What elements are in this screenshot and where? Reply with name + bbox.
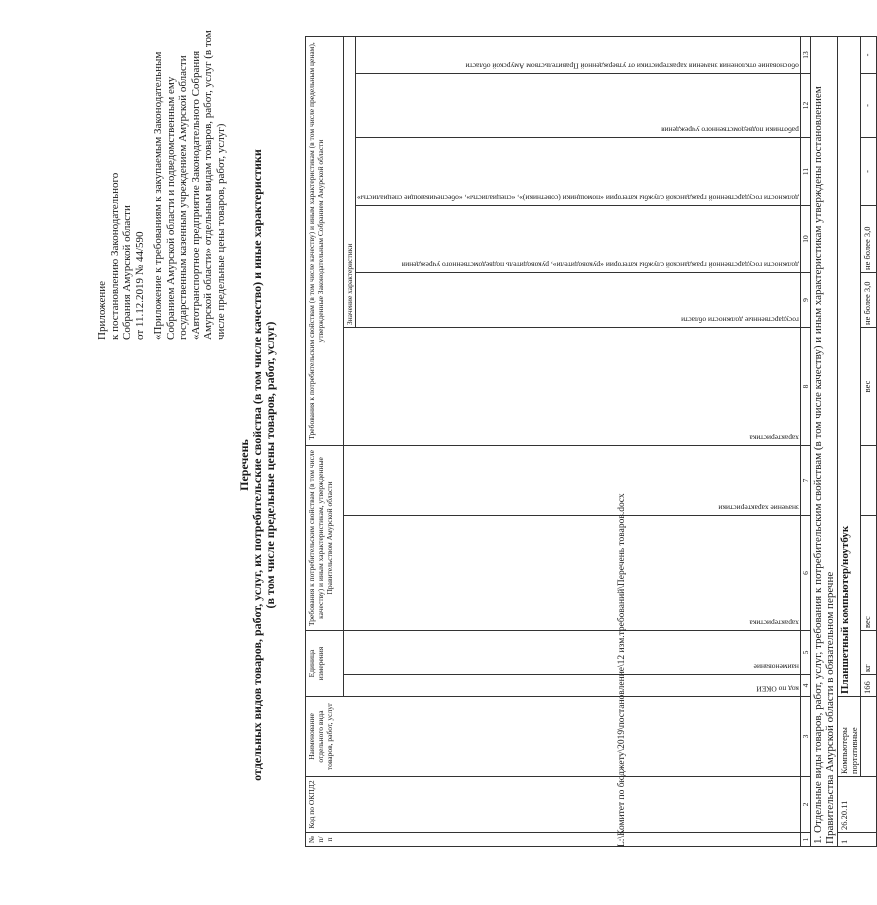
- header-okpd: Код по ОКПД2: [306, 777, 801, 833]
- col-number: 3: [800, 697, 810, 777]
- col-number: 2: [800, 777, 810, 833]
- col-number: 8: [800, 327, 810, 445]
- row-characteristic: вес: [860, 515, 876, 630]
- table-row: [837, 36, 860, 846]
- row-okpd: 26.20.11: [837, 777, 876, 833]
- row-name: Компьютеры портативные: [837, 697, 860, 777]
- row-col11: -: [860, 137, 876, 205]
- row-num: 1: [837, 833, 876, 847]
- section-row: [810, 36, 837, 846]
- header-col11: должности государственной гражданской службы категории «помощники (советники)», «специалисты», «обеспечивающие специалисты»: [356, 137, 801, 205]
- row-col12: -: [860, 73, 876, 137]
- title-line-2: отдельных видов товаров, работ, услуг, их потребительские свойства (в том числе качество) и иные характеристики: [250, 149, 264, 781]
- col-number: 6: [800, 515, 810, 630]
- header-name: Наименование отдельного вида товаров, работ, услуг: [306, 697, 801, 777]
- row-ls-characteristic: вес: [860, 327, 876, 445]
- appendix-line-3: Собрания Амурской области: [121, 205, 133, 340]
- section-title: 1. Отдельные виды товаров, работ, услуг, требования к потребительским свойствам (в том числе качеству) и иным характеристикам утверждены постановлением Правительства Амурской области в обязательном перечне: [810, 36, 837, 846]
- table-row: [860, 36, 876, 846]
- col-number: 4: [800, 675, 810, 697]
- header-okei: код по ОКЕИ: [344, 675, 801, 697]
- col-number: 7: [800, 445, 810, 515]
- header-char-value: значение характеристики: [344, 445, 801, 515]
- header-col13: обоснование отклонения значения характеристики от утвержденной Правительством Амурской области: [356, 36, 801, 73]
- header-unit: Единица измерения: [306, 630, 344, 696]
- appendix-block: [96, 40, 146, 340]
- column-number-row: [800, 36, 810, 846]
- row-col13: -: [860, 36, 876, 73]
- col-number: 13: [800, 36, 810, 73]
- requirements-table: [305, 36, 877, 847]
- row-col10: не более 3,0: [860, 205, 876, 272]
- appendix-line-4: от 11.12.2019 № 44/590: [133, 231, 146, 340]
- subsection-title: Планшетный компьютер/ноутбук: [837, 36, 860, 696]
- row-col9: не более 3,0: [860, 272, 876, 327]
- col-number: 5: [800, 630, 810, 674]
- col-number: 11: [800, 137, 810, 205]
- header-gov-requirements: Требования к потребительским свойствам (в том числе качеству) и иным характеристикам, утвержденные Правительством Амурской области: [306, 445, 344, 630]
- col-number: 12: [800, 73, 810, 137]
- appendix-line-2: к постановлению Законодательного: [108, 172, 121, 340]
- appendix-line-1: Приложение: [96, 280, 108, 340]
- title-line-1: Перечень: [237, 439, 251, 491]
- header-ls-characteristic: характеристика: [344, 327, 801, 445]
- header-col10: должности государственной гражданской службы категории «руководители», руководитель подведомственного учреждения: [356, 205, 801, 272]
- row-okei: 166: [860, 675, 876, 697]
- row-name-cont: [860, 697, 876, 777]
- title-line-3: (в том числе предельные цены товаров, работ, услуг): [263, 321, 277, 609]
- header-col12: работники подведомственного учреждения: [356, 73, 801, 137]
- header-unit-name: наименование: [344, 630, 801, 674]
- col-number: 10: [800, 205, 810, 272]
- col-number: 9: [800, 272, 810, 327]
- header-value: Значение характеристики: [344, 36, 356, 327]
- document-title: [238, 145, 277, 785]
- appendix-quote: «Приложение к требованиям к закупаемым Законодательным Собранием Амурской области и подведомственным ему государственным казенным учреждением Амурской области «Автотранспортное предприятие Законодательного Собрания Амурской области» отдельным видам товаров, работ, услуг (в том числе предельные цены товаров, работ, услуг): [152, 30, 227, 340]
- col-number: 1: [800, 833, 810, 847]
- header-num: № п/п: [306, 833, 801, 847]
- row-char-value: [860, 445, 876, 515]
- header-col9: государственные должности области: [356, 272, 801, 327]
- file-path-footer: L:\Комитет по бюджету\2019\постановление\12 изм.требований\Перечень товаров.docx: [617, 493, 627, 847]
- header-characteristic: характеристика: [344, 515, 801, 630]
- header-ls-requirements: Требования к потребительским свойствам (в том числе качеству) и иным характеристикам (в том числе предельным ценам), утвержденные Законодательным Собранием Амурской области: [306, 36, 344, 445]
- row-unit-name: кг: [860, 630, 876, 674]
